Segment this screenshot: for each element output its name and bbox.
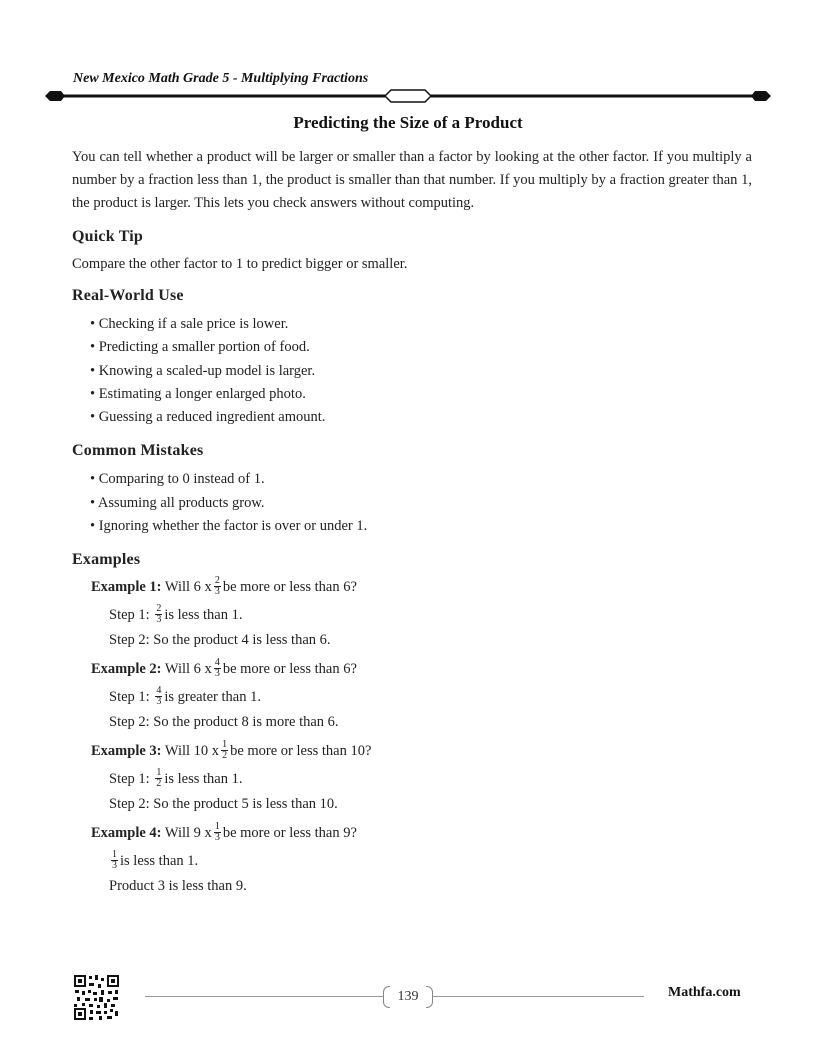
list-item: • Assuming all products grow. xyxy=(90,494,265,511)
fraction xyxy=(214,576,221,597)
example-4-step-2: Product 3 is less than 9. xyxy=(109,878,247,895)
numerator: 2 xyxy=(156,602,162,614)
example-label: Example 4: xyxy=(91,825,162,842)
denominator: 3 xyxy=(112,859,117,871)
example-1-step-2: Step 2: So the product 4 is less than 6. xyxy=(109,632,331,649)
page-content xyxy=(72,146,752,896)
numerator: 1 xyxy=(222,738,228,750)
mistakes-heading: Common Mistakes xyxy=(72,442,204,460)
list-item: • Predicting a smaller portion of food. xyxy=(90,339,310,356)
numerator: 1 xyxy=(214,820,220,832)
page-title: Predicting the Size of a Product xyxy=(293,113,523,132)
example-4-step-1 xyxy=(109,848,752,871)
real-world-list xyxy=(72,313,752,429)
example-2-step-2: Step 2: So the product 8 is more than 6. xyxy=(109,714,339,731)
question-text: Will 10 x xyxy=(164,743,220,760)
step-text: is greater than 1. xyxy=(164,689,261,706)
numerator: 1 xyxy=(156,766,162,778)
footer-rule-right xyxy=(433,996,644,997)
denominator: 2 xyxy=(156,777,162,789)
example-label: Example 1: xyxy=(91,579,162,596)
quick-tip-heading: Quick Tip xyxy=(72,228,144,245)
question-text: Will 6 x xyxy=(164,661,212,678)
example-label: Example 3: xyxy=(91,743,162,760)
example-2-question xyxy=(91,656,752,679)
numerator: 2 xyxy=(214,574,220,586)
footer-rule-left xyxy=(145,996,383,997)
list-item: • Checking if a sale price is lower. xyxy=(90,316,289,332)
fraction xyxy=(155,686,162,707)
question-text: be more or less than 6? xyxy=(222,661,357,678)
fraction xyxy=(155,604,162,625)
question-text: be more or less than 6? xyxy=(222,579,357,596)
step-text: is less than 1. xyxy=(120,853,199,870)
header-rule xyxy=(45,88,771,104)
qr-code-icon xyxy=(74,975,119,1020)
fraction xyxy=(221,740,228,761)
example-1-question xyxy=(91,574,752,597)
denominator: 3 xyxy=(214,585,220,597)
numerator: 4 xyxy=(214,656,220,668)
denominator: 3 xyxy=(156,613,162,625)
fraction xyxy=(155,768,162,789)
step-text: is less than 1. xyxy=(164,771,243,788)
list-item: • Ignoring whether the factor is over or under 1. xyxy=(90,518,368,535)
examples-heading: Examples xyxy=(72,551,141,569)
page-number: 139 xyxy=(397,989,419,1004)
question-text: Will 6 x xyxy=(164,579,212,596)
question-text: be more or less than 9? xyxy=(222,825,357,842)
example-1-step-1 xyxy=(109,602,752,625)
numerator: 4 xyxy=(156,684,162,696)
fraction xyxy=(111,850,118,871)
fraction xyxy=(214,822,221,843)
real-world-heading: Real-World Use xyxy=(72,287,184,304)
header-title: New Mexico Math Grade 5 - Multiplying Fractions xyxy=(73,71,369,86)
example-3-step-1 xyxy=(109,766,752,789)
list-item: • Estimating a longer enlarged photo. xyxy=(90,385,306,402)
step-label: Step 1: xyxy=(109,607,150,624)
question-text: Will 9 x xyxy=(164,825,212,842)
list-item: • Guessing a reduced ingredient amount. xyxy=(90,409,326,426)
denominator: 2 xyxy=(222,749,228,761)
denominator: 3 xyxy=(156,695,162,707)
step-label: Step 1: xyxy=(109,771,150,788)
example-3-question xyxy=(91,738,752,761)
site-name: Mathfa.com xyxy=(668,985,741,1000)
step-label: Step 1: xyxy=(109,689,150,706)
example-3-step-2: Step 2: So the product 5 is less than 10. xyxy=(109,796,338,813)
step-text: is less than 1. xyxy=(164,607,243,624)
denominator: 3 xyxy=(214,667,220,679)
denominator: 3 xyxy=(214,831,220,843)
mistakes-list xyxy=(72,468,752,538)
example-label: Example 2: xyxy=(91,661,162,678)
quick-tip-text: Compare the other factor to 1 to predict bigger or smaller. xyxy=(72,256,408,272)
example-2-step-1 xyxy=(109,684,752,707)
list-item: • Comparing to 0 instead of 1. xyxy=(90,471,265,488)
numerator: 1 xyxy=(112,848,117,860)
fraction xyxy=(214,658,221,679)
list-item: • Knowing a scaled-up model is larger. xyxy=(90,362,316,379)
example-4-question xyxy=(91,820,752,843)
question-text: be more or less than 10? xyxy=(230,743,372,760)
intro-paragraph: You can tell whether a product will be larger or smaller than a factor by looking at the other factor. If you multiply a number by a fraction less than 1, the product is smaller than that number. If you multiply by a fraction greater than 1, the product is larger. This lets you check answers without computing. xyxy=(72,149,752,211)
